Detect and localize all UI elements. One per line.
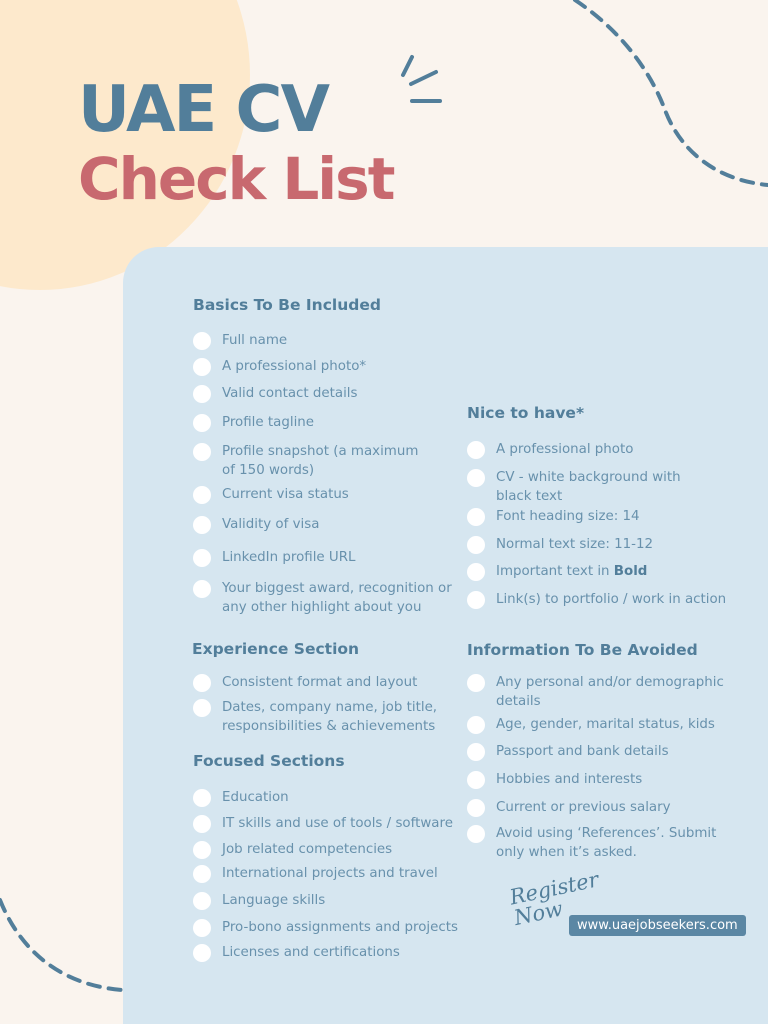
checkbox-circle[interactable] xyxy=(467,799,485,817)
checklist-item[interactable] xyxy=(467,562,647,581)
checklist-item[interactable]: Job related competencies xyxy=(193,840,392,859)
dashed-curve-bottom xyxy=(0,900,122,990)
register-now-label[interactable]: Register Now xyxy=(507,867,601,931)
checkbox-circle[interactable] xyxy=(467,536,485,554)
checkbox-circle[interactable] xyxy=(193,865,211,883)
checkbox-circle[interactable] xyxy=(467,825,485,843)
checkbox-circle[interactable] xyxy=(193,486,211,504)
checkbox-circle[interactable] xyxy=(467,441,485,459)
checklist-item[interactable]: Consistent format and layout xyxy=(193,673,417,692)
checkbox-circle[interactable] xyxy=(193,674,211,692)
checklist-item[interactable]: Any personal and/or demographic details xyxy=(467,673,724,711)
checklist-item[interactable]: Validity of visa xyxy=(193,515,319,534)
checklist-item[interactable]: Font heading size: 14 xyxy=(467,507,640,526)
checklist-item[interactable]: Age, gender, marital status, kids xyxy=(467,715,715,734)
checkbox-circle[interactable] xyxy=(193,789,211,807)
checkbox-circle[interactable] xyxy=(193,841,211,859)
checkbox-circle[interactable] xyxy=(193,699,211,717)
checklist-item[interactable]: CV - white background with black text xyxy=(467,468,681,506)
checkbox-circle[interactable] xyxy=(193,385,211,403)
item-text: Important text in xyxy=(496,564,614,579)
checkbox-circle[interactable] xyxy=(193,815,211,833)
checkbox-circle[interactable] xyxy=(193,549,211,567)
checklist-item[interactable]: Current visa status xyxy=(193,485,349,504)
checkbox-circle[interactable] xyxy=(467,591,485,609)
checkbox-circle[interactable] xyxy=(193,919,211,937)
checklist-item[interactable]: Avoid using ‘References’. Submit only when it’s asked. xyxy=(467,824,716,862)
checkbox-circle[interactable] xyxy=(467,743,485,761)
checkbox-circle[interactable] xyxy=(467,674,485,692)
page-title-line1: UAE CV xyxy=(78,73,329,147)
checklist-item[interactable]: Dates, company name, job title, responsibilities & achievements xyxy=(193,698,437,736)
checklist-item[interactable]: Pro-bono assignments and projects xyxy=(193,918,458,937)
checklist-item[interactable]: Full name xyxy=(193,331,287,350)
checkbox-circle[interactable] xyxy=(193,580,211,598)
checkbox-circle[interactable] xyxy=(467,771,485,789)
sparkle-accent xyxy=(403,57,440,101)
checkbox-circle[interactable] xyxy=(193,358,211,376)
checkbox-circle[interactable] xyxy=(193,892,211,910)
checklist-item[interactable]: Link(s) to portfolio / work in action xyxy=(467,590,726,609)
checkbox-circle[interactable] xyxy=(467,469,485,487)
checklist-item[interactable]: IT skills and use of tools / software xyxy=(193,814,453,833)
dashed-curve-top xyxy=(575,0,768,185)
page-title-line2: Check List xyxy=(78,145,394,213)
checklist-item[interactable]: International projects and travel xyxy=(193,864,438,883)
checklist-item[interactable]: LinkedIn profile URL xyxy=(193,548,356,567)
checklist-item[interactable]: Your biggest award, recognition or any other highlight about you xyxy=(193,579,452,617)
checklist-item[interactable]: Profile snapshot (a maximum of 150 words) xyxy=(193,442,418,480)
bold-word: Bold xyxy=(613,564,648,579)
checklist-item[interactable]: Licenses and certifications xyxy=(193,943,400,962)
checklist-item[interactable]: Normal text size: 11-12 xyxy=(467,535,653,554)
section-heading-nice-to-have: Nice to have* xyxy=(467,404,585,422)
checklist-item[interactable]: Hobbies and interests xyxy=(467,770,642,789)
checklist-item[interactable]: Profile tagline xyxy=(193,413,314,432)
checkbox-circle[interactable] xyxy=(193,414,211,432)
checkbox-circle[interactable] xyxy=(467,508,485,526)
section-heading-avoided: Information To Be Avoided xyxy=(467,641,698,659)
checkbox-circle[interactable] xyxy=(193,516,211,534)
checkbox-circle[interactable] xyxy=(193,332,211,350)
checkbox-circle[interactable] xyxy=(467,716,485,734)
checklist-item[interactable]: Passport and bank details xyxy=(467,742,669,761)
checkbox-circle[interactable] xyxy=(193,443,211,461)
website-link[interactable]: www.uaejobseekers.com xyxy=(569,915,746,936)
section-heading-focused: Focused Sections xyxy=(193,752,345,770)
checklist-item[interactable]: Valid contact details xyxy=(193,384,358,403)
checklist-item[interactable]: Language skills xyxy=(193,891,325,910)
checkbox-circle[interactable] xyxy=(193,944,211,962)
section-heading-experience: Experience Section xyxy=(192,640,360,658)
section-heading-basics: Basics To Be Included xyxy=(193,296,381,314)
checklist-item[interactable]: Current or previous salary xyxy=(467,798,671,817)
checklist-item[interactable]: Education xyxy=(193,788,289,807)
checkbox-circle[interactable] xyxy=(467,563,485,581)
checklist-item[interactable]: A professional photo* xyxy=(193,357,366,376)
checklist-item[interactable]: A professional photo xyxy=(467,440,633,459)
